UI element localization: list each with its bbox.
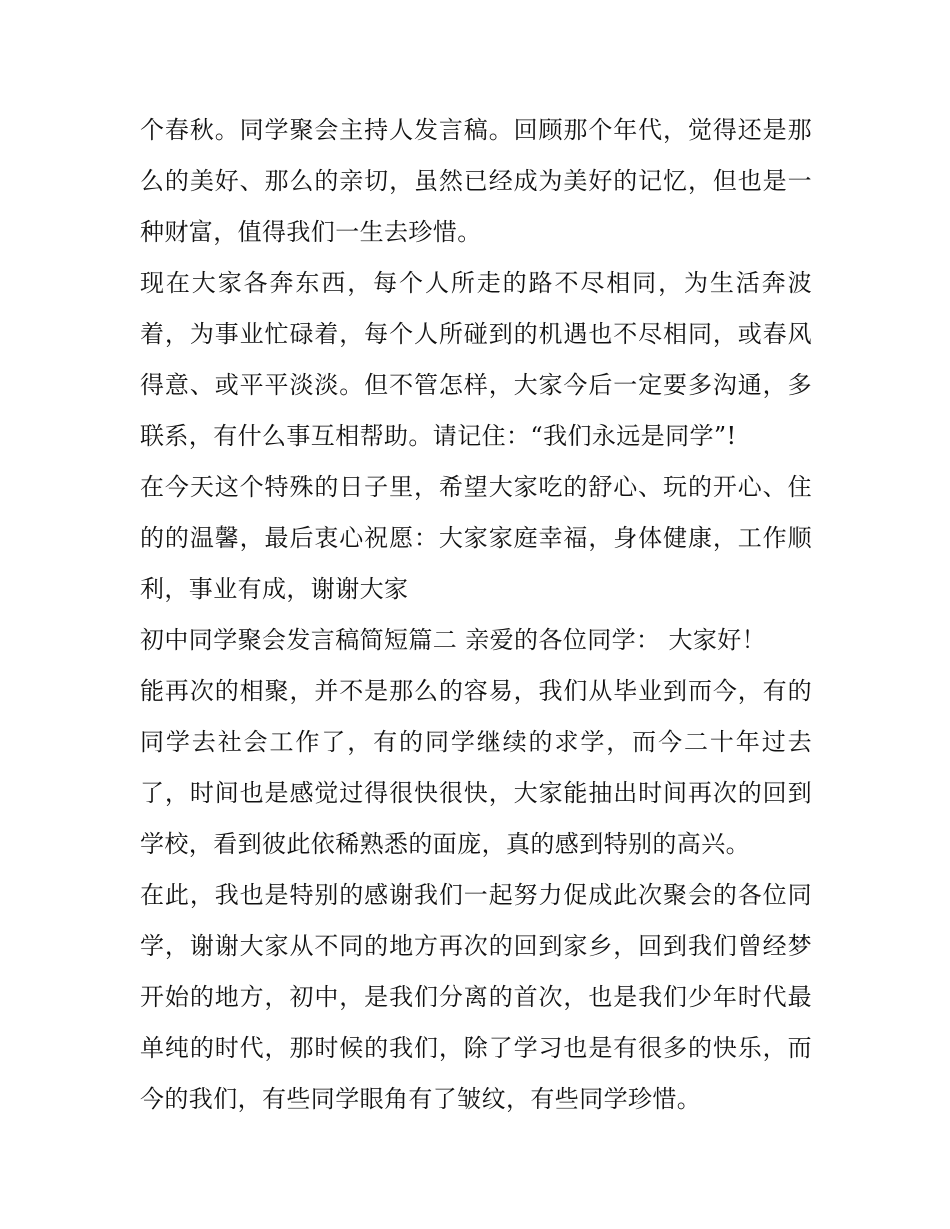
document-body [140, 105, 812, 1125]
paragraph-3: 在今天这个特殊的日子里，希望大家吃的舒心、玩的开心、住的的温馨，最后衷心祝愿：大家家庭幸福，身体健康，工作顺利，事业有成，谢谢大家 [140, 473, 812, 603]
paragraph-6: 在此，我也是特别的感谢我们一起努力促成此次聚会的各位同学，谢谢大家从不同的地方再次的回到家乡，回到我们曾经梦开始的地方，初中，是我们分离的首次，也是我们少年时代最单纯的时代，那时候的我们，除了学习也是有很多的快乐，而今的我们，有些同学眼角有了皱纹，有些同学珍惜。 [140, 881, 812, 1113]
paragraph-5: 能再次的相聚，并不是那么的容易，我们从毕业到而今，有的同学去社会工作了，有的同学继续的求学，而今二十年过去了，时间也是感觉过得很快很快，大家能抽出时间再次的回到学校，看到彼此依稀熟悉的面庞，真的感到特别的高兴。 [140, 677, 812, 858]
paragraph-4-heading: 初中同学聚会发言稿简短篇二 亲爱的各位同学： 大家好！ [140, 626, 767, 654]
paragraph-2: 现在大家各奔东西，每个人所走的路不尽相同，为生活奔波着，为事业忙碌着，每个人所碰到的机遇也不尽相同，或春风得意、或平平淡淡。但不管怎样，大家今后一定要多沟通，多联系，有什么事互相帮助。请记住：“我们永远是同学”! [140, 269, 812, 450]
paragraph-1: 个春秋。同学聚会主持人发言稿。回顾那个年代，觉得还是那么的美好、那么的亲切，虽然已经成为美好的记忆，但也是一种财富，值得我们一生去珍惜。 [140, 116, 812, 246]
